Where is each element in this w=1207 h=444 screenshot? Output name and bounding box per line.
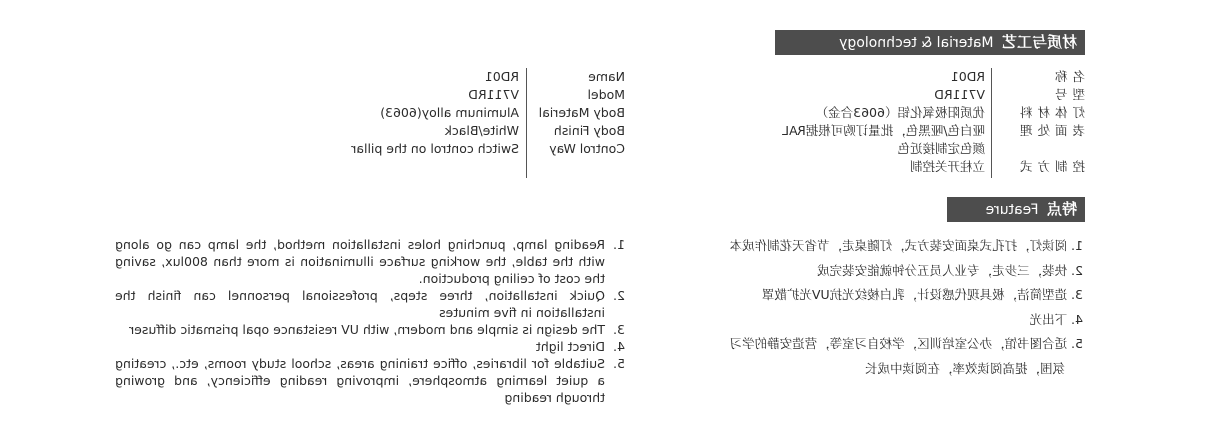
feature-title-cn: 特点	[1046, 200, 1077, 218]
spec-value: Switch control on the pillar	[351, 141, 519, 156]
spec-value: V711RD	[468, 87, 519, 102]
spec-label: Control Way	[549, 141, 625, 156]
spec-value: Aluminum alloy(6063)	[380, 105, 519, 120]
feature-item	[115, 321, 625, 338]
spec-label: 控制方式	[1014, 159, 1085, 174]
spec-labels-en	[530, 68, 625, 158]
spec-label: 名称	[1049, 69, 1085, 84]
material-header	[775, 30, 1085, 55]
material-title-en: Material & technology	[839, 35, 994, 51]
spec-values-en	[289, 68, 519, 158]
feature-number: 1.	[613, 237, 625, 252]
spec-value: 立柱开关控制	[909, 159, 985, 174]
feature-item	[115, 355, 625, 406]
divider	[991, 68, 992, 178]
spec-table-en	[315, 68, 625, 178]
feature-title-en: Feature	[985, 202, 1039, 218]
feature-text: The design is simple and modern, with UV resistance opal prismatic diffuser	[129, 322, 605, 337]
feature-header	[947, 197, 1085, 222]
spec-label: Name	[588, 69, 625, 84]
feature-text: Reading lamp, punching holes installation method, the lamp can go along with the table, the working surface illumination is more than 800lux, saving the cost of ceiling production.	[115, 237, 605, 286]
feature-item	[115, 338, 625, 355]
feature-number: 5.	[613, 356, 625, 371]
spec-values-cn	[665, 68, 985, 176]
feature-item: 1. 阅读灯，打孔式桌面安装方式，灯随桌走，节省天花制作成本	[729, 238, 1083, 253]
spec-label: Body Material	[538, 105, 625, 120]
spec-value: RD01	[484, 69, 519, 84]
feature-text: Suitable for libraries, office training areas, school study rooms, etc., creating a quiet learning atmosphere, improving reading efficiency, and growing through reading	[115, 356, 605, 405]
spec-table-cn	[665, 68, 1085, 178]
spec-value: V711RD	[934, 87, 985, 102]
feature-item: 3. 造型简洁，极具现代感设计，乳白棱纹光抗UV光扩散罩	[761, 287, 1083, 302]
spec-value: RD01	[950, 69, 985, 84]
material-title-cn: 材质与工艺	[1001, 33, 1077, 51]
spec-label: 表面处理	[1014, 123, 1085, 138]
feature-text: Quick installation, three steps, professional personnel can finish the installation in five minutes	[115, 288, 605, 320]
feature-number: 3.	[613, 322, 625, 337]
feature-item	[115, 287, 625, 321]
feature-list-en	[115, 236, 625, 406]
spec-label: Model	[587, 87, 625, 102]
spec-value: 优质阳极氧化铝（6063合金）	[815, 105, 985, 120]
spec-labels-cn	[1014, 68, 1085, 176]
feature-number: 2.	[613, 288, 625, 303]
feature-item	[115, 236, 625, 287]
spec-label: Body Finish	[553, 123, 625, 138]
spec-label: 型号	[1049, 87, 1085, 102]
spec-value: White/Black	[444, 123, 519, 138]
feature-item: 2. 快装，三步走，专业人员五分钟就能安装完成	[817, 262, 1083, 278]
spec-label: 灯体材料	[1014, 105, 1085, 120]
feature-item: 5. 适合图书馆，办公室培训区，学校自习室等，营造安静的学习	[729, 336, 1083, 351]
feature-item: 4. 下出光	[1029, 311, 1083, 327]
feature-item-continuation: 氛围，提高阅读效率，在阅读中成长	[864, 360, 1065, 376]
spec-value: 哑白色/哑黑色，批量订购可根据RAL颜色定制接近色	[782, 123, 985, 156]
feature-number: 4.	[613, 339, 625, 354]
feature-list-cn	[663, 234, 1083, 381]
feature-text: Direct light	[535, 339, 605, 354]
divider	[526, 68, 527, 178]
